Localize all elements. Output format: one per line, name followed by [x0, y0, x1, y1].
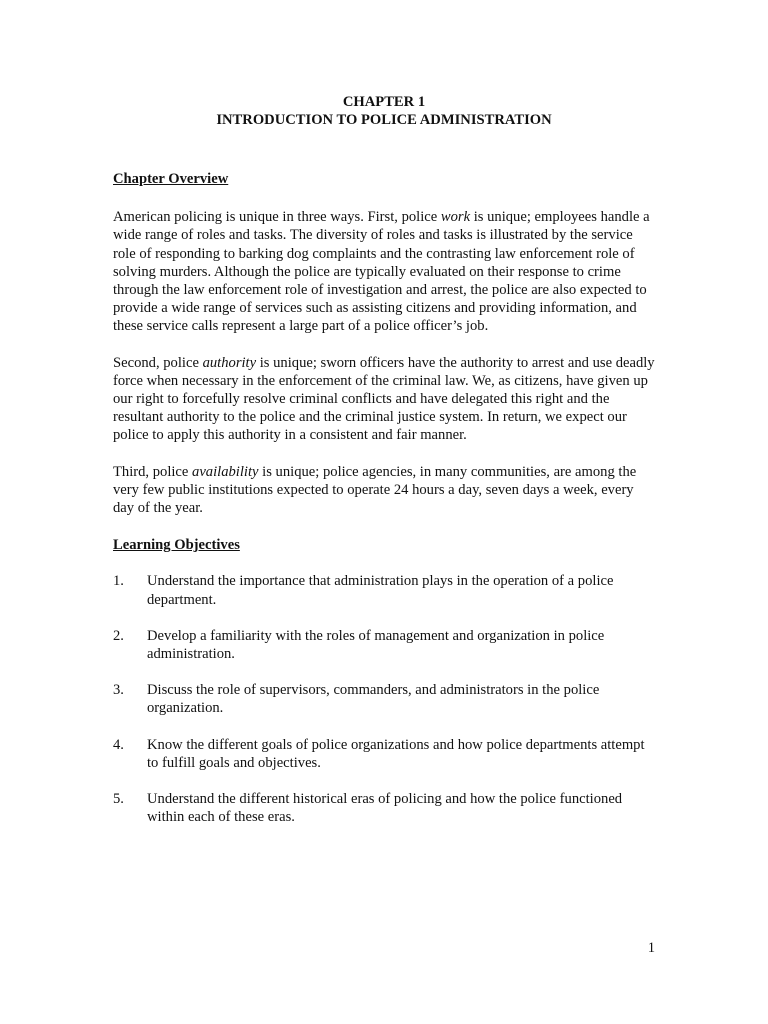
- overview-paragraph-1: [113, 208, 655, 335]
- chapter-number: CHAPTER 1: [342, 94, 426, 110]
- emphasis-text: availability: [192, 463, 259, 480]
- page-content: [113, 93, 655, 844]
- chapter-title: INTRODUCTION TO POLICE ADMINISTRATION: [216, 112, 552, 128]
- list-item-number: 1.: [113, 573, 124, 590]
- chapter-overview-heading: Chapter Overview: [113, 171, 229, 187]
- list-item-text: Develop a familiarity with the roles of management and organization in police administration.: [147, 627, 605, 663]
- list-item-number: 2.: [113, 627, 124, 644]
- emphasis-text: work: [440, 209, 471, 226]
- paragraph-text: is unique; sworn officers have the authority to arrest and use deadly force when necessary in the enforcement of the criminal law. We, as citizens, have given up our right to forcefully resolve criminal conflicts and have delegated this right and the resultant authority to the police and the criminal justice system. In return, we expect our police to apply this authority in a consistent and fair manner.: [113, 354, 655, 444]
- paragraph-text: is unique; employees handle a wide range of roles and tasks. The diversity of roles and tasks is illustrated by the service role of responding to barking dog complaints and the contrasting law enforcement role of solving murders. Although the police are typically evaluated on their response to crime through the law enforcement role of investigation and arrest, the police are also expected to provide a wide range of services such as assisting citizens and providing information, and these service calls represent a large part of a police officer’s job.: [113, 209, 650, 335]
- list-item: [113, 627, 655, 663]
- list-item: [113, 572, 655, 608]
- list-item-text: Understand the different historical eras of policing and how the police functioned within each of these eras.: [147, 791, 623, 826]
- list-item-number: 5.: [113, 791, 124, 808]
- learning-objectives-heading: Learning Objectives: [113, 537, 240, 554]
- overview-paragraph-3: [113, 463, 655, 518]
- list-item-text: Discuss the role of supervisors, commanders, and administrators in the police organization.: [147, 682, 600, 717]
- list-item-number: 3.: [113, 682, 124, 699]
- list-item: [113, 736, 655, 772]
- list-item-text: Know the different goals of police organizations and how police departments attempt to fulfill goals and objectives.: [147, 736, 645, 771]
- paragraph-text: American policing is unique in three ways. First, police: [113, 209, 441, 226]
- page-number: 1: [647, 940, 655, 956]
- paragraph-text: is unique; police agencies, in many communities, are among the very few public institutions expected to operate 24 hours a day, seven days a week, every day of the year.: [113, 463, 637, 517]
- paragraph-text: Third, police: [113, 463, 193, 480]
- learning-objectives-list: [113, 572, 655, 826]
- paragraph-text: Second, police: [113, 354, 203, 371]
- list-item: [113, 790, 655, 826]
- list-item: [113, 681, 655, 717]
- emphasis-text: authority: [202, 354, 257, 371]
- overview-paragraph-2: [113, 354, 655, 445]
- list-item-number: 4.: [113, 736, 124, 753]
- list-item-text: Understand the importance that administration plays in the operation of a police department.: [147, 573, 614, 608]
